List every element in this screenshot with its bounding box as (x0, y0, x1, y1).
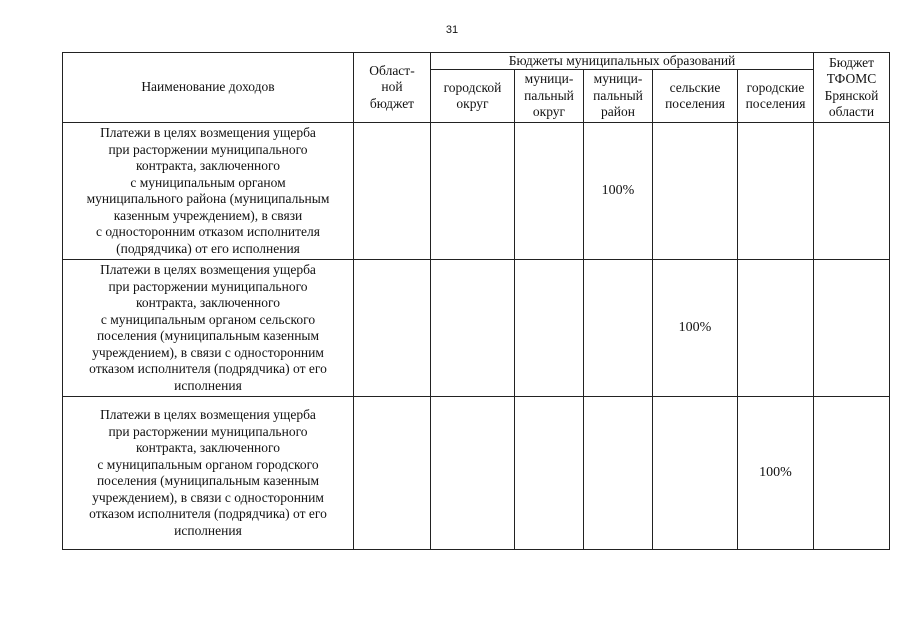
header-municipal-rayon (584, 70, 653, 123)
income-description-line: поселения (муниципальным казенным (96, 473, 320, 488)
cell-rural-settlements (653, 397, 738, 550)
income-description-line: с муниципальным органом сельского (100, 311, 316, 327)
cell-regional (354, 123, 431, 260)
cell-municipal-okrug (515, 123, 584, 260)
cell-city-district (431, 123, 515, 260)
income-description (63, 397, 354, 550)
header-regional-budget-line: ной (381, 79, 403, 95)
income-description (63, 123, 354, 260)
income-description-line: контракта, заключенного (136, 158, 280, 173)
header-municipal-okrug-line: округ (532, 104, 566, 120)
income-description-line: Платежи в целях возмещения ущерба (100, 407, 316, 422)
header-tfoms-line: ТФОМС (826, 71, 877, 86)
income-distribution-table (62, 52, 890, 550)
header-urban-settlements-line: поселения (745, 96, 806, 111)
header-regional-budget-line: Област- (369, 62, 415, 78)
cell-urban-settlements (738, 260, 814, 397)
header-city-district (431, 70, 515, 123)
income-description-line: учреждением), в связи с односторонним (92, 344, 324, 360)
income-description (63, 260, 354, 397)
cell-urban-settlements (738, 123, 814, 260)
header-municipal-rayon-line: пальный (593, 87, 643, 103)
header-municipal-okrug-line: муници- (524, 71, 574, 87)
cell-municipal-rayon: 100% (584, 123, 653, 260)
income-description-line: отказом исполнителя (подрядчика) от его (89, 361, 327, 376)
income-description-line: исполнения (174, 522, 242, 538)
header-urban-settlements (738, 70, 814, 123)
cell-rural-settlements: 100% (653, 260, 738, 397)
table-row (63, 397, 890, 550)
cell-regional (354, 260, 431, 397)
header-tfoms-budget (814, 53, 890, 123)
income-description-line: Платежи в целях возмещения ущерба (100, 262, 316, 277)
header-urban-settlements-line: городские (746, 79, 805, 95)
cell-urban-settlements: 100% (738, 397, 814, 550)
cell-rural-settlements (653, 123, 738, 260)
header-tfoms-line: области (828, 104, 875, 119)
cell-municipal-rayon (584, 397, 653, 550)
income-description-line: муниципального района (муниципальным (86, 191, 330, 206)
cell-municipal-okrug (515, 397, 584, 550)
cell-city-district (431, 397, 515, 550)
income-description-line: при расторжении муниципального (108, 278, 308, 294)
income-description-line: с односторонним отказом исполнителя (96, 224, 320, 239)
cell-regional (354, 397, 431, 550)
header-municipal-okrug (515, 70, 584, 123)
income-description-line: при расторжении муниципального (108, 141, 308, 157)
income-description-line: учреждением), в связи с односторонним (92, 489, 324, 505)
page-number: 31 (445, 24, 459, 36)
header-tfoms-line: Брянской (824, 87, 879, 103)
cell-municipal-okrug (515, 260, 584, 397)
income-description-line: исполнения (174, 377, 242, 393)
income-description-line: с муниципальным органом (130, 174, 286, 190)
header-rural-settlements-line: сельские (669, 79, 721, 95)
income-description-line: при расторжении муниципального (108, 423, 308, 439)
cell-tfoms (814, 123, 890, 260)
income-description-line: с муниципальным органом городского (97, 456, 319, 472)
table-row (63, 123, 890, 260)
header-regional-budget (354, 53, 431, 123)
header-municipal-rayon-line: район (601, 104, 635, 120)
table-row (63, 260, 890, 397)
income-description-line: Платежи в целях возмещения ущерба (100, 125, 316, 140)
header-municipal-rayon-line: муници- (593, 71, 643, 87)
income-description-line: (подрядчика) от его исполнения (116, 240, 300, 256)
income-description-line: казенным учреждением), в связи (113, 207, 303, 223)
header-rural-settlements (653, 70, 738, 123)
income-description-line: контракта, заключенного (136, 440, 280, 455)
header-municipal-budgets: Бюджеты муниципальных образований (431, 53, 814, 70)
income-description-line: поселения (муниципальным казенным (96, 328, 320, 343)
header-regional-budget-line: бюджет (369, 95, 415, 111)
header-rural-settlements-line: поселения (665, 96, 725, 111)
header-city-district-line: округ (456, 96, 489, 111)
cell-tfoms (814, 397, 890, 550)
cell-municipal-rayon (584, 260, 653, 397)
header-municipal-okrug-line: пальный (524, 87, 574, 103)
income-description-line: отказом исполнителя (подрядчика) от его (89, 506, 327, 521)
cell-tfoms (814, 260, 890, 397)
income-description-line: контракта, заключенного (136, 295, 280, 310)
header-city-district-line: городской (443, 79, 502, 95)
cell-city-district (431, 260, 515, 397)
header-income-name: Наименование доходов (63, 53, 354, 123)
header-tfoms-line: Бюджет (828, 54, 875, 70)
